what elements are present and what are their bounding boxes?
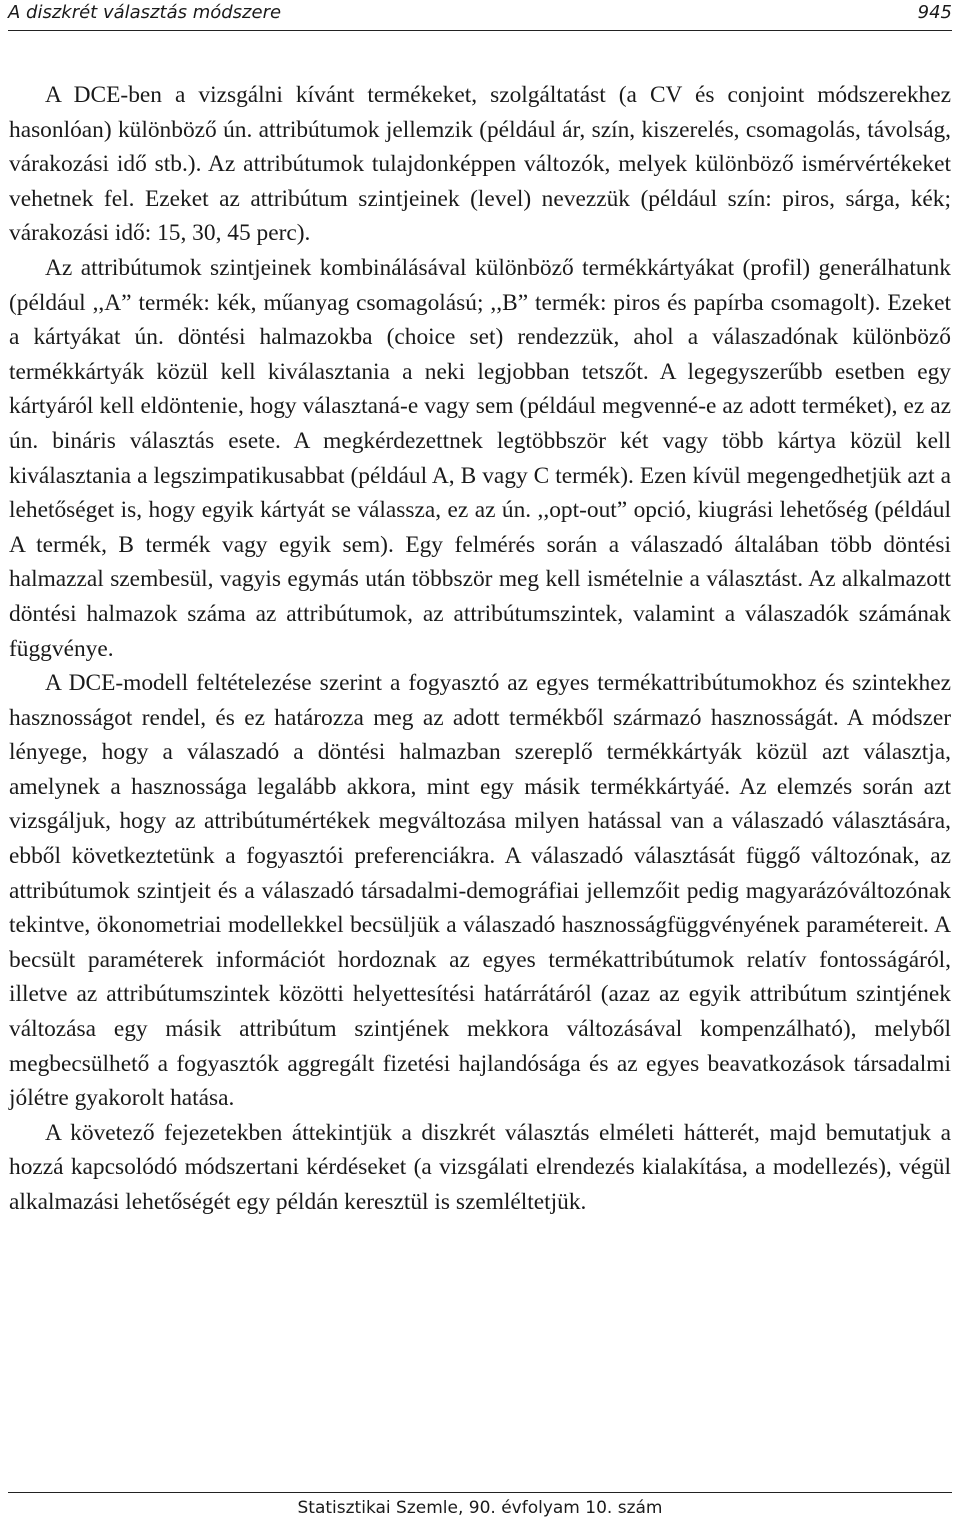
paragraph-dce-model: A DCE-modell feltételezése szerint a fogyasztó az egyes termékattribútumokhoz és szintekhez hasznosságot rendel, és ez határozza meg az adott termékből származó hasznosságát. A módszer lényege, hogy a válaszadó a döntési halmazban szereplő termékkártyák közül azt választja, amelynek a hasznossága legalább akkora, mint egy másik termékkártyáé. Az elemzés során azt vizsgáljuk, hogy az attribútumértékek megváltozása milyen hatással van a válaszadó választására, ebből következtetünk a fogyasztói preferenciákra. A válaszadó választását függő változónak, az attribútumok szintjeit és a válaszadó társadalmi-demográfiai jellemzőit pedig magyarázóváltozónak tekintve, ökonometriai modellekkel becsüljük a válaszadó hasznosságfüggvényének paramétereit. A becsült paraméterek információt hordoznak az egyes termékattribútumok relatív fontosságáról, illetve az attribútumszintek közötti helyettesítési határrátáról (azaz az egyik attribútum szintjének változása egy másik attribútum szintjének mekkora változásával kompenzálható), melyből megbecsülhető a fogyasztók aggregált fizetési hajlandósága és az egyes beavatkozások társadalmi jólétre gyakorolt hatása. (9, 670, 951, 1112)
paragraph-chapter-overview: A követező fejezetekben áttekintjük a diszkrét választás elméleti hátterét, majd bemutatjuk a hozzá kapcsolódó módszertani kérdéseket (a vizsgálati elrendezés kialakítása, a modellezés), végül alkalmazási lehetőségét egy példán keresztül is szemléltetjük. (9, 1119, 951, 1215)
running-footer: Statisztikai Szemle, 90. évfolyam 10. szám (297, 1498, 663, 1518)
running-header (8, 0, 952, 30)
header-divider (8, 30, 952, 31)
footer-divider (8, 1492, 952, 1493)
paragraph-choice-sets: Az attribútumok szintjeinek kombinálásával különböző termékkártyákat (profil) generálhatunk (például ,,A” termék: kék, műanyag csomagolású; ,,B” termék: piros és papírba csomagolt). Ezeket a kártyákat ún. döntési halmazokba (choice set) rendezzük, ahol a válaszadónak különböző termékkártyák közül kell kiválasztania a neki legjobban tetszőt. A legegyszerűbb esetben egy kártyáról kell eldöntenie, hogy választaná-e vagy sem (például megvenné-e az adott terméket), ez az ún. bináris választás esete. A megkérdezettnek legtöbbször két vagy több kártya közül kell kiválasztania a legszimpatikusabbat (például A, B vagy C termék). Ezen kívül megengedhetjük azt a lehetőséget is, hogy egyik kártyát se válassza, ez az ún. ,,opt-out” opció, kiugrási lehetőség (például A termék, B termék vagy egyik sem). Egy felmérés során a válaszadó általában több döntési halmazzal szembesül, vagyis egymás után többször meg kell ismételnie a választást. Az alkalmazott döntési halmazok száma az attribútumok, az attribútumszintek, valamint a válaszadók számának függvénye. (9, 254, 951, 662)
running-title: A diszkrét választás módszere (8, 2, 282, 23)
paragraph-attributes: A DCE-ben a vizsgálni kívánt termékeket, szolgáltatást (a CV és conjoint módszerekhez hasonlóan) különböző ún. attribútumok jellemzik (például ár, szín, kiszerelés, csomagolás, távolság, várakozási idő stb.). Az attribútumok tulajdonképpen változók, melyek különböző ismérvértékeket vehetnek fel. Ezeket az attribútum szintjeinek (level) nevezzük (például szín: piros, sárga, kék; várakozási idő: 15, 30, 45 perc). (9, 82, 951, 247)
article-body (9, 78, 951, 1220)
page-number: 945 (917, 2, 952, 23)
